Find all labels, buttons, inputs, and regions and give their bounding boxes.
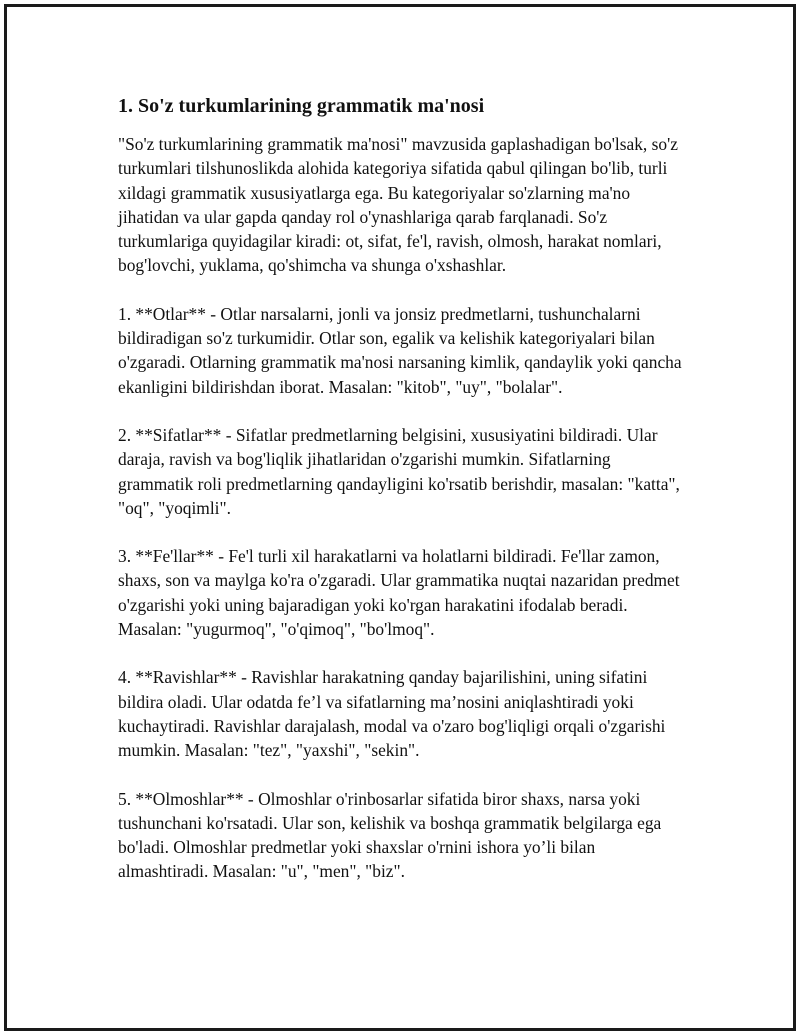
- paragraph-fellar: 3. **Fe'llar** - Fe'l turli xil harakatlarni va holatlarni bildiradi. Fe'llar zamon, shaxs, son va maylga ko'ra o'zgaradi. Ular grammatika nuqtai nazaridan predmet o'zgarishi yoki uning bajaradigan yoki ko'rgan harakatini ifodalab beradi. Masalan: "yugurmoq", "o'qimoq", "bo'lmoq".: [118, 546, 680, 640]
- paragraph-ravishlar: 4. **Ravishlar** - Ravishlar harakatning qanday bajarilishini, uning sifatini bildira oladi. Ular odatda fe’l va sifatlarning ma’nosini aniqlashtiradi yoki kuchaytiradi. Ravishlar darajalash, modal va o'zaro bog'liqligi orqali o'zgarishi mumkin. Masalan: "tez", "yaxshi", "sekin".: [118, 667, 666, 761]
- document-body: [118, 93, 688, 908]
- paragraph-sifatlar: 2. **Sifatlar** - Sifatlar predmetlarning belgisini, xususiyatini bildiradi. Ular daraja, ravish va bog'liqlik jihatlaridan o'zgarishi mumkin. Sifatlarning grammatik roli predmetlarning qandayligini ko'rsatib berishdir, masalan: "katta", "oq", "yoqimli".: [118, 424, 680, 518]
- intro-paragraph: "So'z turkumlarining grammatik ma'nosi" mavzusida gaplashadigan bo'lsak, so'z turkumlari tilshunoslikda alohida kategoriya sifatida qabul qilingan bo'lib, turli xildagi grammatik xususiyatlarga ega. Bu kategoriyalar so'zlarning ma'no jihatidan va ular gapda qanday rol o'ynashlariga qarab farqlanadi. So'z turkumlariga quyidagilar kiradi: ot, sifat, fe'l, ravish, olmosh, harakat nomlari, bog'lovchi, yuklama, qo'shimcha va shunga o'xshashlar.: [118, 134, 678, 276]
- paragraph-otlar: 1. **Otlar** - Otlar narsalarni, jonli va jonsiz predmetlarni, tushunchalarni bildiradigan so'z turkumidir. Otlar son, egalik va kelishik kategoriyalari bilan o'zgaradi. Otlarning grammatik ma'nosi narsaning kimlik, qandaylik yoki qancha ekanligini bildirishdan iborat. Masalan: "kitob", "uy", "bolalar".: [118, 303, 682, 397]
- section-heading: 1. So'z turkumlarining grammatik ma'nosi: [118, 95, 485, 117]
- paragraph-olmoshlar: 5. **Olmoshlar** - Olmoshlar o'rinbosarlar sifatida biror shaxs, narsa yoki tushunchani ko'rsatadi. Ular son, kelishik va boshqa grammatik belgilarga ega bo'ladi. Olmoshlar predmetlar yoki shaxslar o'rnini ishora yo’li bilan almashtiradi. Masalan: "u", "men", "biz".: [118, 788, 662, 882]
